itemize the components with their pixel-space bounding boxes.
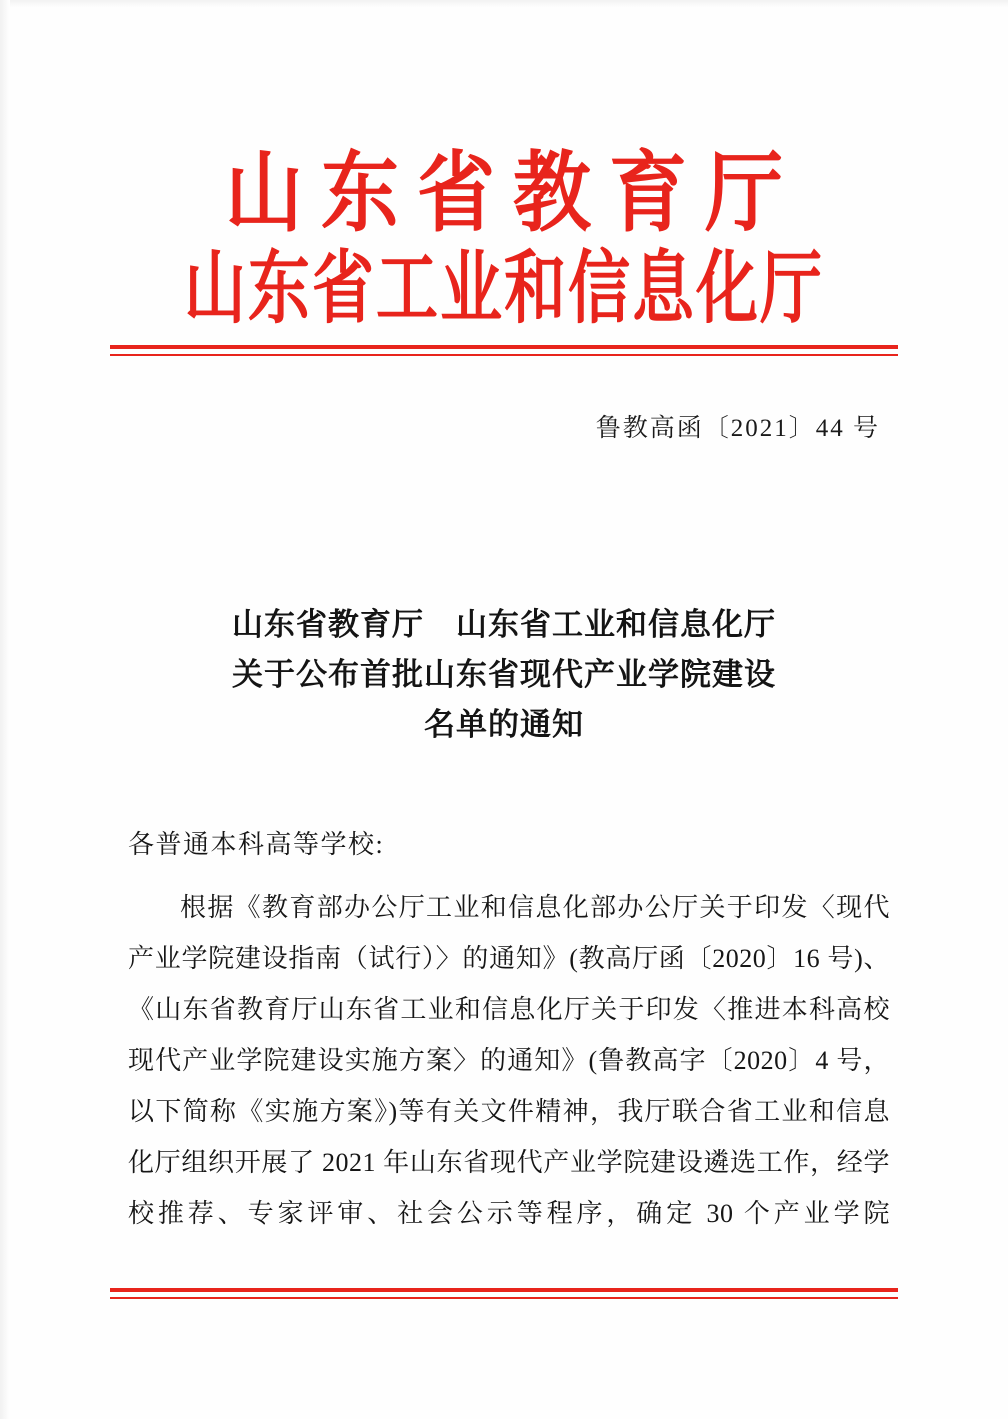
footer-divider bbox=[110, 1288, 898, 1299]
document-title-line-3: 名单的通知 bbox=[424, 707, 584, 743]
document-title-line-2: 关于公布首批山东省现代产业学院建设 bbox=[232, 657, 776, 693]
masthead-line-2: 山东省工业和信息化厅 bbox=[183, 246, 824, 334]
document-title-line-1: 山东省教育厅 山东省工业和信息化厅 bbox=[232, 607, 776, 642]
salutation: 各普通本科高等学校: bbox=[128, 830, 385, 859]
footer-rule-thick bbox=[110, 1288, 898, 1292]
body-text bbox=[128, 882, 890, 1239]
masthead-rule-thin bbox=[110, 354, 898, 356]
scan-edge-top bbox=[0, 0, 1008, 8]
document-number: 鲁教高函〔2021〕44 号 bbox=[595, 415, 880, 442]
footer-rule-thin bbox=[110, 1297, 898, 1299]
masthead-divider bbox=[110, 345, 898, 356]
masthead bbox=[0, 144, 1008, 334]
masthead-rule-thick bbox=[110, 345, 898, 349]
masthead-line-1: 山东省教育厅 bbox=[224, 144, 801, 242]
body-paragraph-1: 根据《教育部办公厅工业和信息化部办公厅关于印发〈现代产业学院建设指南（试行）〉的通知》(教高厅函〔2020〕16 号)、《山东省教育厅山东省工业和信息化厅关于印发〈推进本科高校现代产业学院建设实施方案〉的通知》(鲁教高字〔2020〕4 号，以下简称《实施方案》)等有关文件精神，我厅联合省工业和信息化厅组织开展了 2021 年山东省现代产业学院建设遴选工作，经学校推荐、专家评审、社会公示等程序，确定 30 个产业学院 bbox=[128, 893, 890, 1228]
document-title bbox=[150, 600, 858, 751]
